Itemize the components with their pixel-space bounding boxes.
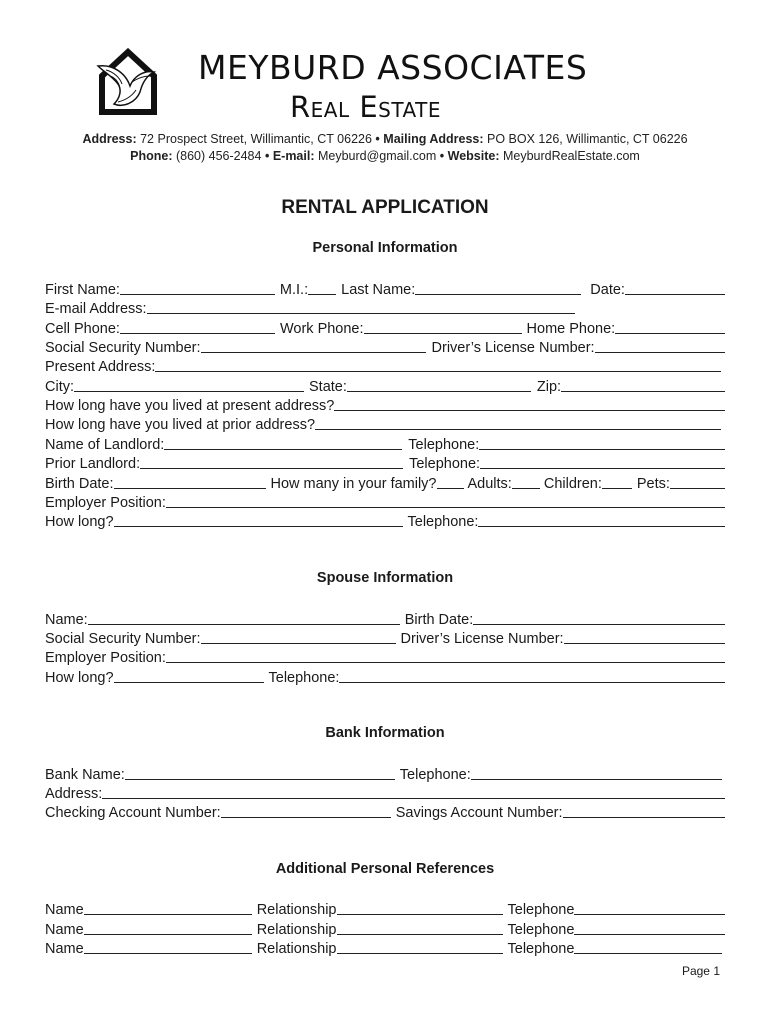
reference-name-field[interactable] — [84, 934, 252, 935]
checking-label: Checking Account Number: — [45, 805, 221, 821]
state-label: State: — [309, 379, 347, 395]
reference-name-field[interactable] — [84, 914, 252, 915]
employer-field[interactable] — [166, 507, 725, 508]
pets-label: Pets: — [636, 476, 670, 492]
ssn-field[interactable] — [201, 352, 426, 353]
spouse-license-field[interactable] — [564, 643, 725, 644]
bank-telephone-field[interactable] — [471, 779, 722, 780]
row-employer — [45, 492, 725, 511]
row-city-state-zip — [45, 376, 725, 395]
spouse-birth-date-field[interactable] — [473, 624, 725, 625]
savings-label: Savings Account Number: — [395, 805, 563, 821]
family-field[interactable] — [437, 488, 464, 489]
email-value: Meyburd@gmail.com — [317, 149, 437, 163]
cell-phone-label: Cell Phone: — [45, 321, 120, 337]
employer-telephone-field[interactable] — [478, 526, 725, 527]
reference-name-label: Name — [45, 922, 84, 938]
bank-address-label: Address: — [45, 786, 103, 802]
first-name-label: First Name: — [45, 282, 120, 298]
reference-relationship-field[interactable] — [337, 914, 503, 915]
date-label: Date: — [590, 282, 625, 298]
row-accounts — [45, 802, 725, 821]
spouse-employer-label: Employer Position: — [45, 650, 166, 666]
reference-telephone-field[interactable] — [574, 934, 725, 935]
savings-field[interactable] — [563, 817, 725, 818]
bullet: • — [439, 149, 445, 163]
reference-name-field[interactable] — [84, 953, 252, 954]
spouse-ssn-field[interactable] — [201, 643, 396, 644]
row-spouse-name — [45, 609, 725, 628]
phone-label: Phone: — [130, 149, 173, 163]
row-lived-present — [45, 395, 725, 414]
pets-field[interactable] — [670, 488, 725, 489]
reference-row — [45, 919, 725, 938]
employer-telephone-label: Telephone: — [407, 514, 479, 530]
section-heading-references: Additional Personal References — [275, 861, 495, 877]
present-address-field[interactable] — [155, 371, 721, 372]
spouse-how-long-field[interactable] — [114, 682, 264, 683]
row-how-long — [45, 511, 725, 530]
prior-landlord-telephone-field[interactable] — [480, 468, 725, 469]
birth-date-field[interactable] — [114, 488, 266, 489]
work-phone-field[interactable] — [364, 333, 522, 334]
last-name-label: Last Name: — [341, 282, 416, 298]
work-phone-label: Work Phone: — [279, 321, 364, 337]
employer-label: Employer Position: — [45, 495, 166, 511]
reference-name-label: Name — [45, 902, 84, 918]
row-phones — [45, 318, 725, 337]
bank-name-field[interactable] — [125, 779, 395, 780]
row-present-address — [45, 356, 725, 375]
zip-label: Zip: — [536, 379, 562, 395]
company-name: MEYBURD ASSOCIATES — [198, 48, 588, 87]
first-name-field[interactable] — [120, 294, 275, 295]
home-phone-field[interactable] — [615, 333, 725, 334]
checking-field[interactable] — [221, 817, 391, 818]
form-title: RENTAL APPLICATION — [281, 197, 489, 218]
how-long-label: How long? — [45, 514, 114, 530]
reference-relationship-field[interactable] — [337, 934, 503, 935]
cell-phone-field[interactable] — [120, 333, 275, 334]
email-address-field[interactable] — [147, 313, 575, 314]
reference-telephone-field[interactable] — [574, 953, 722, 954]
reference-telephone-field[interactable] — [574, 914, 725, 915]
children-label: Children: — [543, 476, 602, 492]
row-bank-name — [45, 764, 725, 783]
reference-telephone-label: Telephone — [507, 922, 575, 938]
spouse-employer-field[interactable] — [166, 662, 725, 663]
section-heading-personal: Personal Information — [312, 240, 458, 256]
birth-date-label: Birth Date: — [45, 476, 114, 492]
spouse-ssn-label: Social Security Number: — [45, 631, 201, 647]
last-name-field[interactable] — [415, 294, 581, 295]
section-heading-spouse: Spouse Information — [316, 570, 454, 586]
mailing-value: PO BOX 126, Willimantic, CT 06226 — [487, 132, 688, 146]
phone-value: (860) 456-2484 — [175, 149, 262, 163]
bank-telephone-label: Telephone: — [399, 767, 471, 783]
mailing-label: Mailing Address: — [383, 132, 484, 146]
bank-address-field[interactable] — [102, 798, 725, 799]
present-address-label: Present Address: — [45, 359, 156, 375]
landlord-telephone-field[interactable] — [479, 449, 725, 450]
spouse-birth-date-label: Birth Date: — [404, 612, 474, 628]
house-eagle-logo-icon — [96, 46, 160, 118]
row-spouse-employer — [45, 647, 725, 666]
reference-relationship-label: Relationship — [256, 941, 337, 957]
bullet: • — [375, 132, 380, 146]
spouse-license-label: Driver’s License Number: — [400, 631, 564, 647]
prior-landlord-field[interactable] — [140, 468, 403, 469]
lived-present-label: How long have you lived at present address? — [45, 398, 335, 414]
address-value: 72 Prospect Street, Willimantic, CT 06226 — [140, 132, 372, 146]
license-field[interactable] — [595, 352, 725, 353]
family-label: How many in your family? — [270, 476, 437, 492]
address-line — [0, 132, 770, 146]
spouse-how-long-label: How long? — [45, 670, 114, 686]
city-label: City: — [45, 379, 74, 395]
address-label: Address: — [82, 132, 137, 146]
website-value: MeyburdRealEstate.com — [502, 149, 640, 163]
spouse-name-label: Name: — [45, 612, 88, 628]
reference-relationship-label: Relationship — [256, 922, 337, 938]
reference-row — [45, 938, 725, 957]
prior-landlord-label: Prior Landlord: — [45, 456, 141, 472]
row-prior-landlord — [45, 453, 725, 472]
how-long-field[interactable] — [114, 526, 403, 527]
spouse-name-field[interactable] — [88, 624, 400, 625]
row-ssn-license — [45, 337, 725, 356]
reference-relationship-label: Relationship — [256, 902, 337, 918]
letterhead — [0, 40, 770, 170]
adults-label: Adults: — [467, 476, 512, 492]
lived-present-field[interactable] — [334, 410, 725, 411]
reference-relationship-field[interactable] — [337, 953, 503, 954]
reference-row — [45, 899, 725, 918]
spouse-telephone-label: Telephone: — [268, 670, 340, 686]
row-spouse-ssn — [45, 628, 725, 647]
row-birth-family — [45, 473, 725, 492]
prior-landlord-telephone-label: Telephone: — [409, 456, 481, 472]
bullet: • — [264, 149, 270, 163]
city-field[interactable] — [74, 391, 304, 392]
contact-line — [0, 149, 770, 163]
bank-name-label: Bank Name: — [45, 767, 125, 783]
lived-prior-field[interactable] — [315, 429, 721, 430]
ssn-label: Social Security Number: — [45, 340, 201, 356]
reference-name-label: Name — [45, 941, 84, 957]
row-bank-address — [45, 783, 725, 802]
row-lived-prior — [45, 414, 725, 433]
page-number: Page 1 — [681, 964, 720, 978]
company-subtitle: Real Estate — [290, 90, 441, 124]
landlord-label: Name of Landlord: — [45, 437, 165, 453]
row-email — [45, 298, 725, 317]
row-landlord — [45, 434, 725, 453]
mi-label: M.I.: — [279, 282, 309, 298]
spouse-telephone-field[interactable] — [339, 682, 725, 683]
landlord-field[interactable] — [164, 449, 402, 450]
license-label: Driver’s License Number: — [431, 340, 595, 356]
state-field[interactable] — [347, 391, 531, 392]
adults-field[interactable] — [512, 488, 540, 489]
section-heading-bank: Bank Information — [325, 725, 445, 741]
website-label: Website: — [447, 149, 500, 163]
children-field[interactable] — [602, 488, 632, 489]
zip-field[interactable] — [561, 391, 725, 392]
home-phone-label: Home Phone: — [526, 321, 616, 337]
landlord-telephone-label: Telephone: — [408, 437, 480, 453]
row-spouse-how-long — [45, 667, 725, 686]
email-address-label: E-mail Address: — [45, 301, 147, 317]
date-field[interactable] — [625, 294, 725, 295]
email-label: E-mail: — [272, 149, 315, 163]
reference-telephone-label: Telephone — [507, 941, 575, 957]
row-name-date — [45, 279, 725, 298]
reference-telephone-label: Telephone — [507, 902, 575, 918]
lived-prior-label: How long have you lived at prior address? — [45, 417, 316, 433]
mi-field[interactable] — [308, 294, 336, 295]
